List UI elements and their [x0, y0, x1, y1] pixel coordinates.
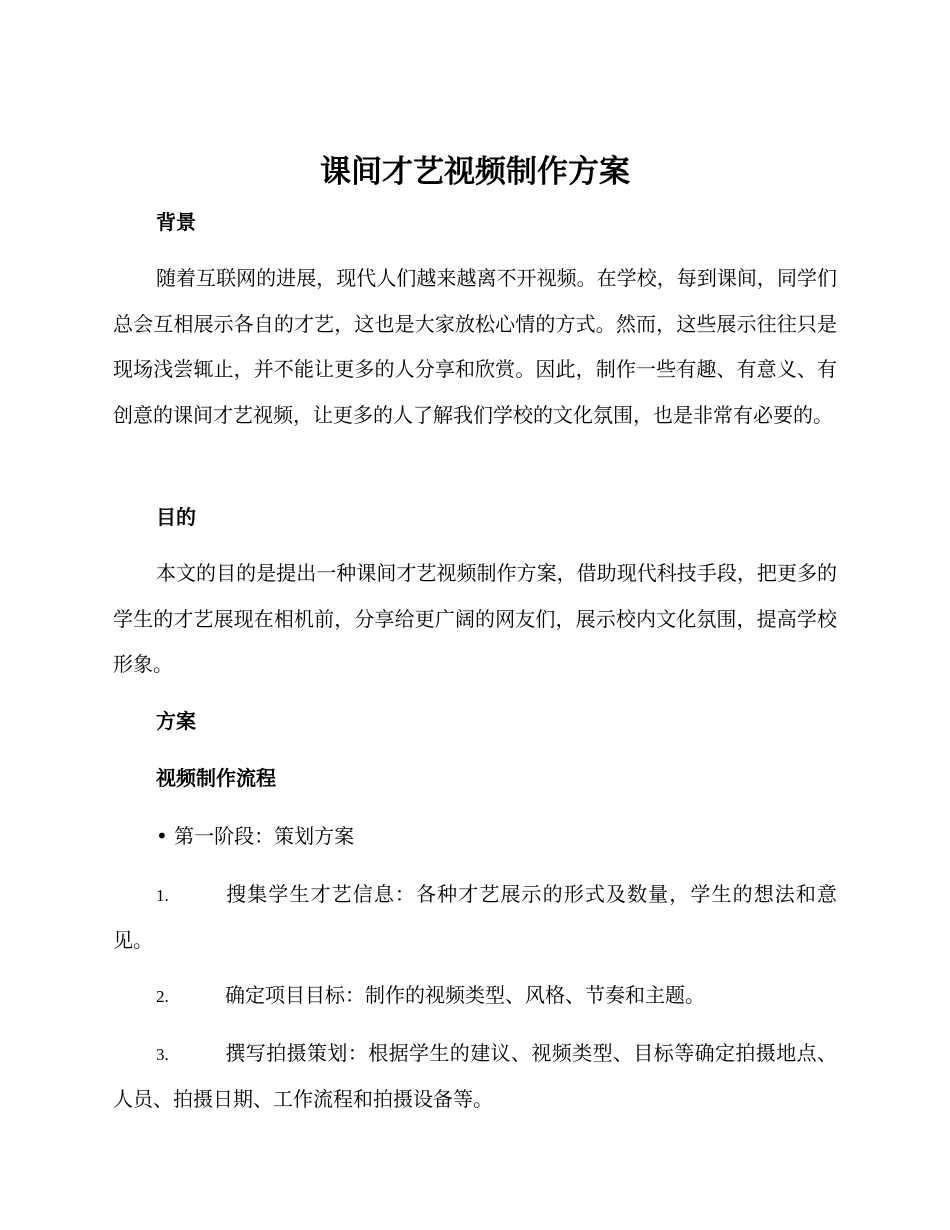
document-title: 课间才艺视频制作方案 [320, 154, 630, 190]
list-item-text: 确定项目目标：制作的视频类型、风格、节奏和主题。 [225, 983, 705, 1007]
list-item [113, 872, 837, 962]
list-item-text: 撰写拍摄策划：根据学生的建议、视频类型、目标等确定拍摄地点、人员、拍摄日期、工作流程和拍摄设备等。 [113, 1041, 837, 1111]
list-item-text: 搜集学生才艺信息：各种才艺展示的形式及数量，学生的想法和意见。 [113, 882, 837, 952]
subheading-video-workflow: 视频制作流程 [156, 766, 276, 790]
stage-one-bullet: • 第一阶段：策划方案 [156, 824, 355, 848]
purpose-paragraph: 本文的目的是提出一种课间才艺视频制作方案，借助现代科技手段，把更多的学生的才艺展现在相机前，分享给更广阔的网友们，展示校内文化氛围，提高学校形象。 [113, 561, 837, 676]
section-heading-plan: 方案 [156, 709, 196, 733]
section-heading-background: 背景 [156, 210, 196, 234]
list-item-number: 3. [156, 1045, 169, 1064]
list-item [113, 973, 837, 1019]
list-item-number: 1. [156, 886, 169, 905]
list-item [113, 1031, 837, 1121]
background-paragraph: 随着互联网的进展，现代人们越来越离不开视频。在学校，每到课间，同学们总会互相展示各自的才艺，这也是大家放松心情的方式。然而，这些展示往往只是现场浅尝辄止，并不能让更多的人分享和欣赏。因此，制作一些有趣、有意义、有创意的课间才艺视频，让更多的人了解我们学校的文化氛围，也是非常有必要的。 [113, 266, 837, 427]
section-heading-purpose: 目的 [156, 505, 196, 529]
list-item-number: 2. [156, 987, 169, 1006]
